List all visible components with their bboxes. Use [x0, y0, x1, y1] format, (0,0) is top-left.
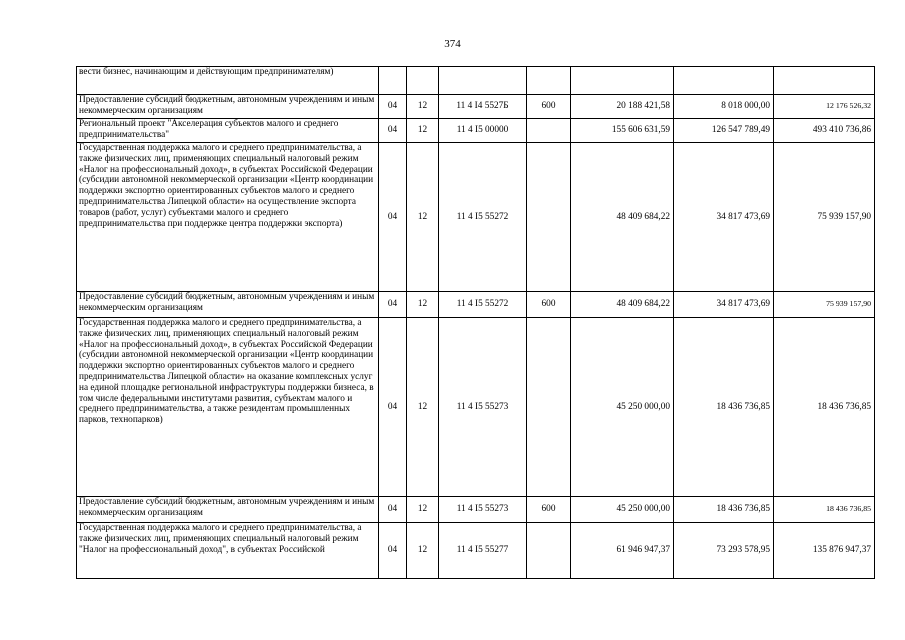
row-subsection-code: 12: [407, 318, 439, 497]
row-section-code: [379, 67, 407, 95]
table-row: [77, 143, 875, 292]
row-section-code: 04: [379, 497, 407, 523]
row-section-code: 04: [379, 119, 407, 143]
row-amount-2: 8 018 000,00: [674, 95, 774, 119]
row-subsection-code: 12: [407, 95, 439, 119]
row-target-code: 11 4 I4 5527Б: [439, 95, 527, 119]
row-amount-1: 20 188 421,58: [571, 95, 674, 119]
row-subsection-code: 12: [407, 497, 439, 523]
row-expense-type: [527, 119, 571, 143]
row-target-code: 11 4 I5 55272: [439, 143, 527, 292]
row-section-code: 04: [379, 292, 407, 318]
row-expense-type: 600: [527, 292, 571, 318]
row-amount-3: 493 410 736,86: [774, 119, 875, 143]
row-subsection-code: 12: [407, 292, 439, 318]
table-row: [77, 292, 875, 318]
row-target-code: 11 4 I5 55272: [439, 292, 527, 318]
row-expense-type: 600: [527, 95, 571, 119]
row-section-code: 04: [379, 95, 407, 119]
row-amount-2: 18 436 736,85: [674, 497, 774, 523]
row-description: Государственная поддержка малого и среднего предпринимательства, а также физических лиц, применяющих специальный налоговый режим «Налог на профессиональный доход», в субъектах Российской Федерации (субсидии автономной некоммерческой организации «Центр координации поддержки экспортно ориентированных субъектов малого и среднего предпринимательства Липецкой области» на осуществление экспорта товаров (работ, услуг) субъектами малого и среднего предпринимательства при поддержке центра поддержки экспорта): [77, 143, 379, 292]
row-description: вести бизнес, начинающим и действующим предпринимателям): [77, 67, 379, 95]
row-amount-3: 75 939 157,90: [774, 292, 875, 318]
page-number: 374: [444, 38, 461, 50]
row-target-code: [439, 67, 527, 95]
table-row: [77, 119, 875, 143]
row-amount-1: 45 250 000,00: [571, 318, 674, 497]
row-description: Предоставление субсидий бюджетным, автономным учреждениям и иным некоммерческим организациям: [77, 497, 379, 523]
row-description: Предоставление субсидий бюджетным, автономным учреждениям и иным некоммерческим организациям: [77, 95, 379, 119]
row-target-code: 11 4 I5 55277: [439, 523, 527, 579]
row-amount-1: [571, 67, 674, 95]
row-description: Государственная поддержка малого и среднего предпринимательства, а также физических лиц, применяющих специальный налоговый режим "Налог на профессиональный доход", в субъектах Российской: [77, 523, 379, 579]
row-subsection-code: 12: [407, 523, 439, 579]
row-amount-3: 18 436 736,85: [774, 318, 875, 497]
row-amount-1: 45 250 000,00: [571, 497, 674, 523]
row-amount-2: 34 817 473,69: [674, 292, 774, 318]
row-target-code: 11 4 I5 55273: [439, 318, 527, 497]
row-subsection-code: 12: [407, 143, 439, 292]
row-expense-type: 600: [527, 497, 571, 523]
row-target-code: 11 4 I5 55273: [439, 497, 527, 523]
row-amount-3: 75 939 157,90: [774, 143, 875, 292]
row-amount-2: 18 436 736,85: [674, 318, 774, 497]
row-expense-type: [527, 318, 571, 497]
row-section-code: 04: [379, 143, 407, 292]
row-target-code: 11 4 I5 00000: [439, 119, 527, 143]
row-amount-1: 48 409 684,22: [571, 292, 674, 318]
row-amount-2: 34 817 473,69: [674, 143, 774, 292]
row-expense-type: [527, 143, 571, 292]
row-expense-type: [527, 67, 571, 95]
row-section-code: 04: [379, 523, 407, 579]
row-amount-3: 135 876 947,37: [774, 523, 875, 579]
row-description: Предоставление субсидий бюджетным, автономным учреждениям и иным некоммерческим организациям: [77, 292, 379, 318]
budget-table: [76, 66, 875, 579]
table-row: [77, 95, 875, 119]
row-amount-1: 48 409 684,22: [571, 143, 674, 292]
row-subsection-code: [407, 67, 439, 95]
row-amount-3: [774, 67, 875, 95]
row-description: Государственная поддержка малого и среднего предпринимательства, а также физических лиц, применяющих специальный налоговый режим «Налог на профессиональный доход», в субъектах Российской Федерации (субсидии автономной некоммерческой организации «Центр координации поддержки экспортно ориентированных субъектов малого и среднего предпринимательства Липецкой области» на оказание комплексных услуг на единой площадке региональной инфраструктуры поддержки бизнеса, в том числе федеральными институтами развития, субъектам малого и среднего предпринимательства, а также резидентам промышленных парков, технопарков): [77, 318, 379, 497]
row-amount-1: 61 946 947,37: [571, 523, 674, 579]
row-amount-3: 18 436 736,85: [774, 497, 875, 523]
row-amount-3: 12 176 526,32: [774, 95, 875, 119]
table-row: [77, 523, 875, 579]
table-row: [77, 318, 875, 497]
row-amount-2: [674, 67, 774, 95]
row-amount-2: 126 547 789,49: [674, 119, 774, 143]
row-description: Региональный проект "Акселерация субъектов малого и среднего предпринимательства": [77, 119, 379, 143]
row-subsection-code: 12: [407, 119, 439, 143]
row-amount-1: 155 606 631,59: [571, 119, 674, 143]
row-expense-type: [527, 523, 571, 579]
table-row: [77, 497, 875, 523]
table-row: [77, 67, 875, 95]
row-amount-2: 73 293 578,95: [674, 523, 774, 579]
row-section-code: 04: [379, 318, 407, 497]
